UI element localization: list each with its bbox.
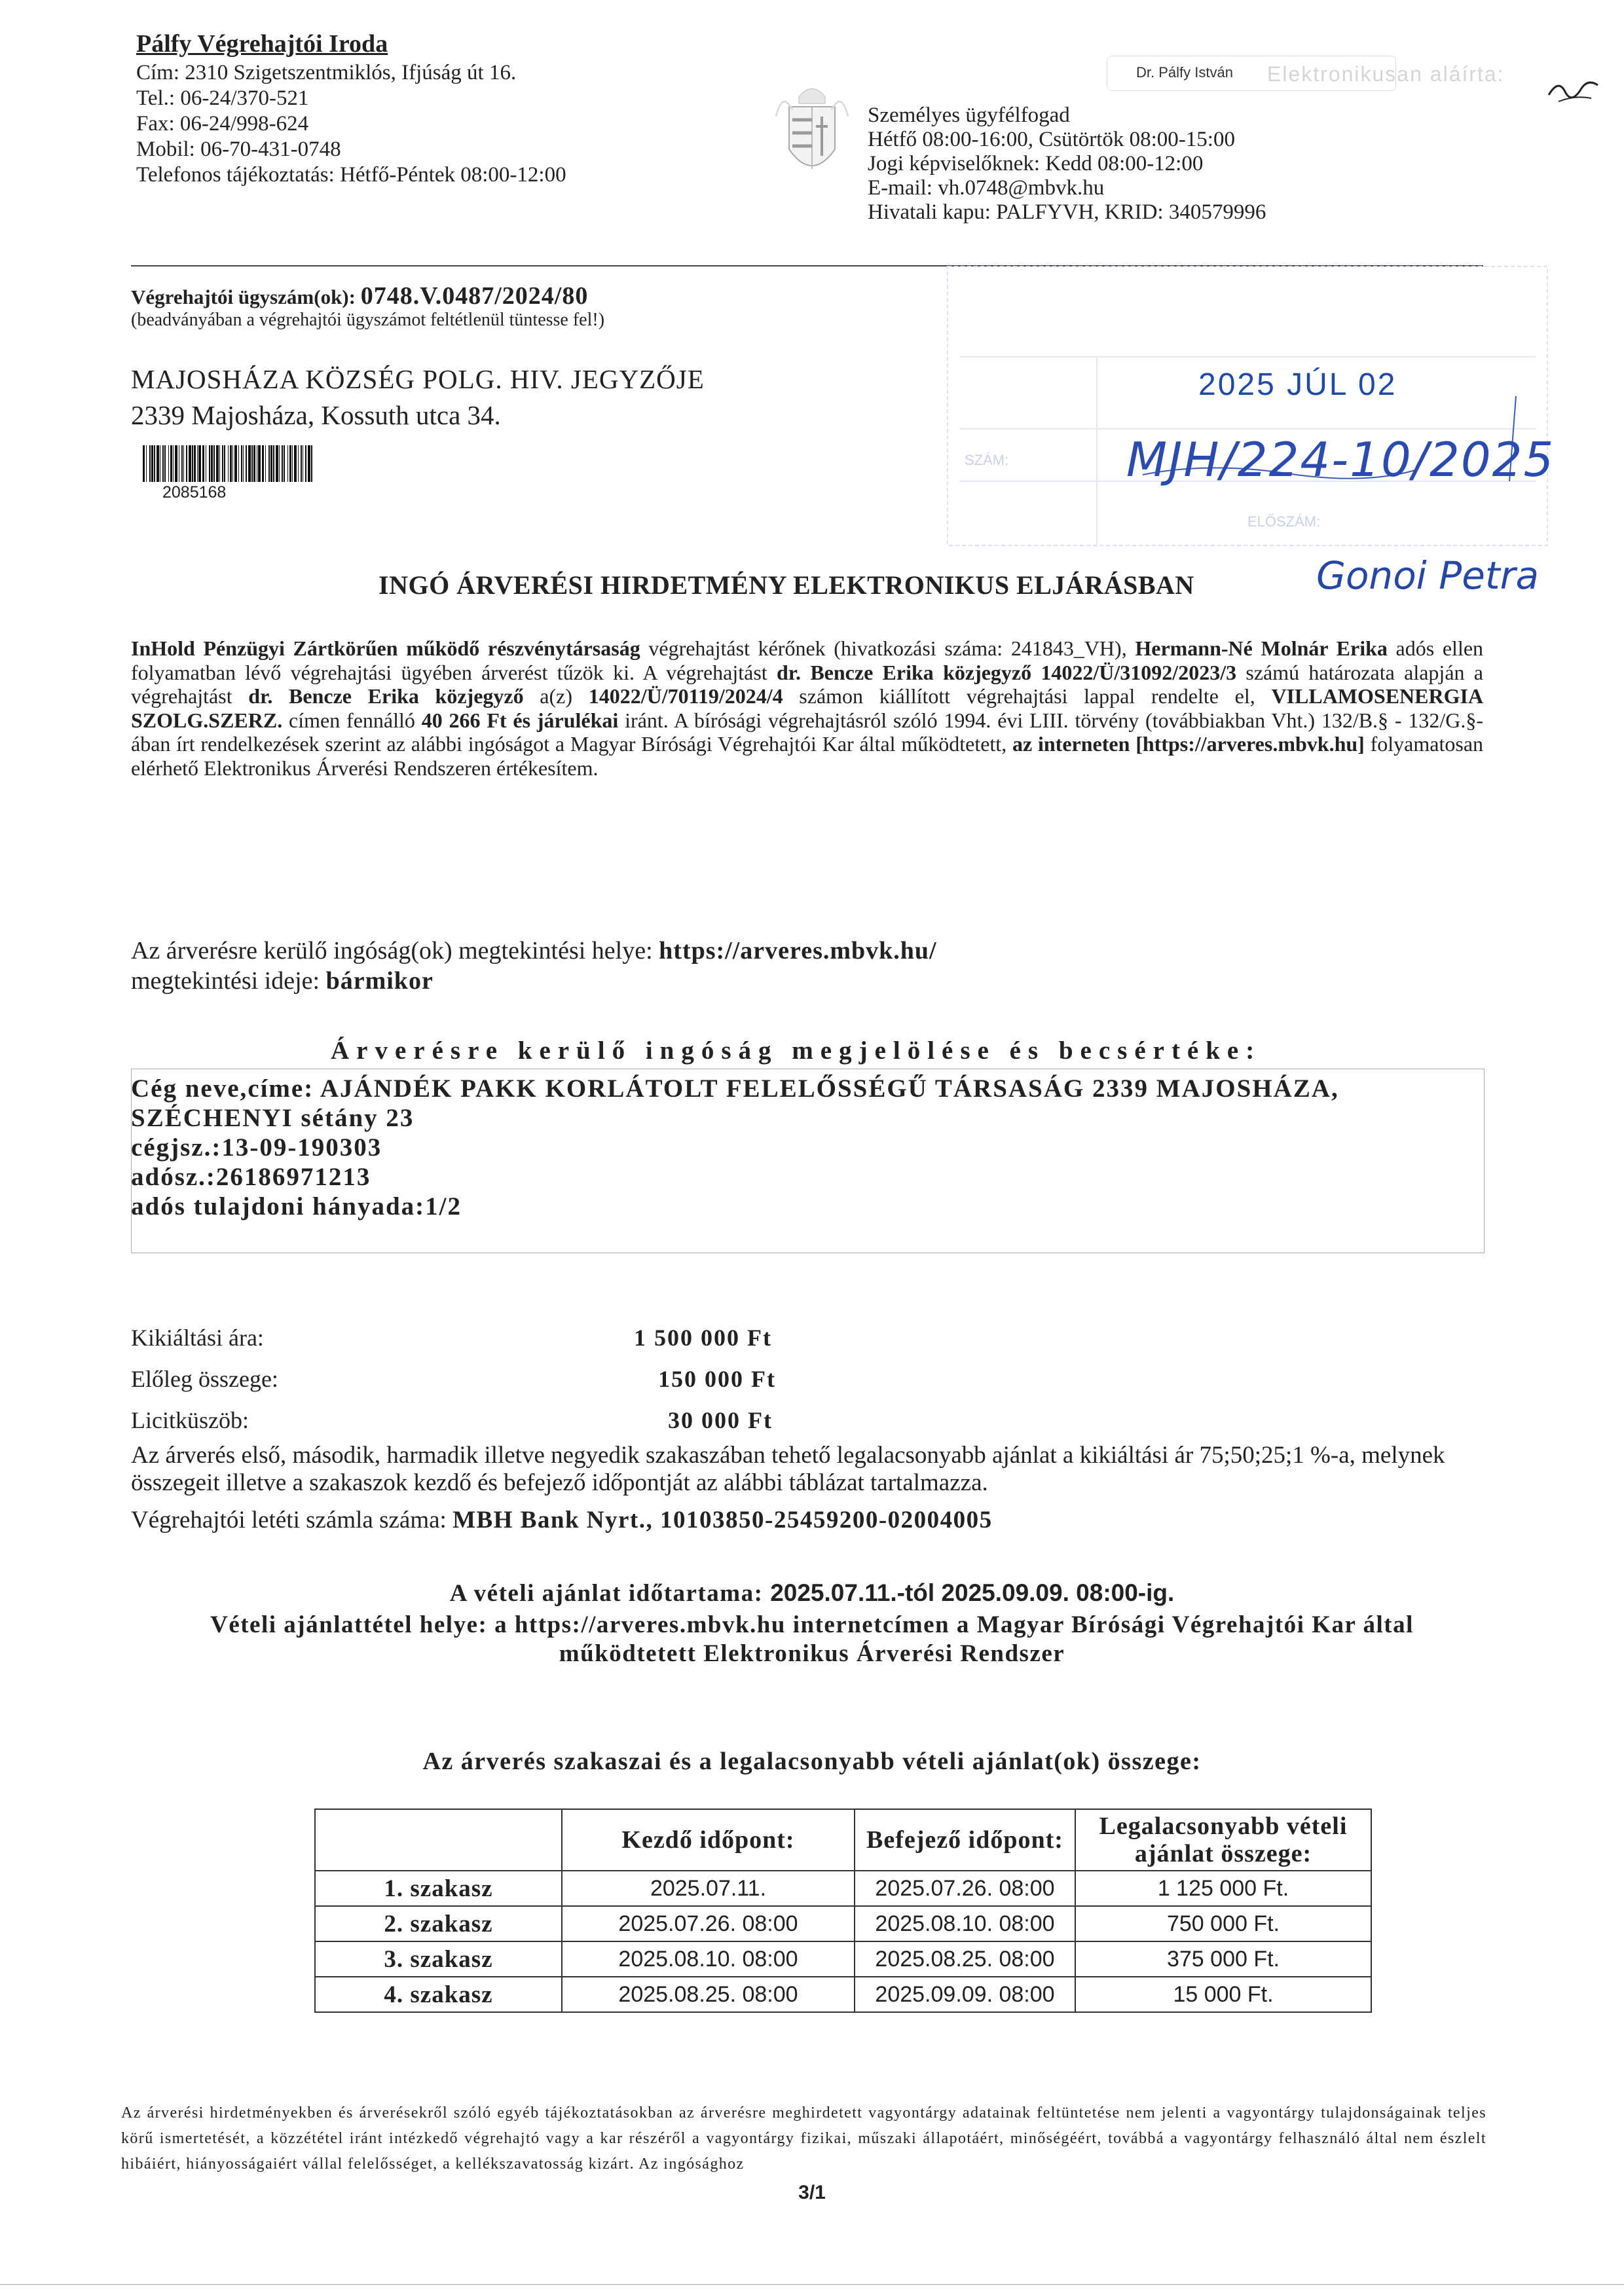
stage-explanation: Az árverés első, második, harmadik illetve negyedik szakaszában tehető legalacsonyabb ajánlat a kikiáltási ár 75;50;25;1 %-a, melynek összegeit illetve a szakaszok kezdő és befejező időpontját az alábbi táblázat tartalmazza. (131, 1442, 1445, 1496)
barcode-bar (189, 445, 191, 482)
barcode-bar (181, 445, 183, 482)
barcode-bar (228, 445, 229, 482)
offer-period (0, 1579, 1624, 1607)
barcode-bar (273, 445, 274, 482)
barcode-bar (305, 445, 306, 482)
barcode-bar (202, 445, 204, 482)
coat-of-arms-icon (773, 77, 851, 189)
barcode-bar (143, 445, 145, 482)
offer-period-label: A vételi ajánlat időtartama: (449, 1580, 771, 1607)
barcode-bar (270, 445, 272, 482)
office-address: Cím: 2310 Szigetszentmiklós, Ifjúság út 16. (136, 61, 517, 84)
start-price-value: 1 500 000 Ft (634, 1325, 772, 1351)
barcode-bar (279, 445, 280, 482)
barcode-icon (143, 445, 313, 482)
barcode-bar (168, 445, 169, 482)
viewing-place-label: Az árverésre kerülő ingóság(ok) megtekintési helye: (131, 937, 659, 964)
barcode-bar (246, 445, 247, 482)
intro-text: a(z) (523, 684, 589, 708)
office-phone-hours: Telefonos tájékoztatás: Hétfő-Péntek 08:00-12:00 (136, 163, 566, 187)
case-number-note: (beadványában a végrehajtói ügyszámot feltétlenül tüntesse fel!) (131, 310, 605, 330)
barcode-bar (248, 445, 251, 482)
case-number: 0748.V.0487/2024/80 (360, 282, 589, 310)
barcode-number: 2085168 (162, 483, 227, 502)
barcode-bar (175, 445, 177, 482)
table-row (315, 1871, 1371, 1906)
barcode-bar (294, 445, 297, 482)
stamp-szam-label: SZÁM: (965, 452, 1009, 468)
offer-place-line: Vételi ajánlattétel helye: a https://arveres.mbvk.hu internetcímen a Magyar Bírósági Végrehajtói Kar által (210, 1611, 1414, 1638)
barcode-bar (238, 445, 239, 482)
barcode-bar (192, 445, 193, 482)
barcode-bar (211, 445, 213, 482)
barcode-bar (289, 445, 291, 482)
document-title: INGÓ ÁRVERÉSI HIRDETMÉNY ELEKTRONIKUS ELJÁRÁSBAN (378, 570, 1194, 600)
account-number: MBH Bank Nyrt., 10103850-25459200-02004005 (452, 1507, 993, 1533)
barcode-bar (197, 445, 198, 482)
barcode-bar (234, 445, 237, 482)
barcode-bar (157, 445, 159, 482)
item-line: SZÉCHENYI sétány 23 (131, 1104, 415, 1132)
office-gateway: Hivatali kapu: PALFYVH, KRID: 340579996 (868, 200, 1266, 224)
barcode-bar (170, 445, 172, 482)
notary-decision: dr. Bencze Erika közjegyző 14022/Ü/31092/2023/3 (776, 660, 1237, 684)
enforcement-case-number: 14022/Ü/70119/2024/4 (588, 684, 783, 708)
table-row (315, 1941, 1371, 1977)
table-header: Befejező időpont: (855, 1809, 1075, 1871)
items-heading: Árverésre kerülő ingóság megjelölése és becsértéke: (331, 1037, 1262, 1065)
stage-min-offer: 15 000 Ft. (1075, 1977, 1371, 2012)
office-phone: Tel.: 06-24/370-521 (136, 86, 309, 110)
legal-disclaimer: Az árverési hirdetményekben és árverésekről szóló egyéb tájékoztatásokban az árverésre meghirdetett vagyontárgy adatainak feltüntetése nem jelenti a vagyontárgy tulajdonságainak teljes körű ismertetését, a közzététel iránt intézkedő végrehajtó vagy a kar részéről a vagyontárgy fizikai, műszaki állapotáért, minőségéért, továbbá a vagyontárgy felhasználó által nem észlelt hibáiért, hiányosságaiért vállal felelősséget, a kellékszavatosság kizárt. Az ingósághoz (121, 2104, 1486, 2173)
notary-name: dr. Bencze Erika közjegyző (248, 684, 524, 708)
barcode-bar (251, 445, 253, 482)
office-fax: Fax: 06-24/998-624 (136, 112, 309, 136)
office-name: Pálfy Végrehajtói Iroda (136, 30, 388, 58)
office-contact-block (136, 60, 566, 188)
office-hours-block (868, 103, 1266, 225)
barcode-bar (186, 445, 187, 482)
intro-text: számú határozata alapján a végrehajtást (131, 660, 1484, 708)
barcode-bar (194, 445, 196, 482)
barcode-bar (276, 445, 278, 482)
intro-text: folyamatosan elérhető Elektronikus Árverési Rendszeren értékesítem. (131, 732, 1484, 780)
stage-table-title: Az árverés szakaszai és a legalacsonyabb vételi ajánlat(ok) összege: (422, 1748, 1202, 1775)
table-header: Kezdő időpont: (562, 1809, 855, 1871)
offer-place-line: működtetett Elektronikus Árverési Rendszer (559, 1640, 1065, 1667)
client-hours: Személyes ügyfélfogad (868, 103, 1070, 127)
barcode-bar (243, 445, 244, 482)
auction-website: az interneten [https://arveres.mbvk.hu] (1012, 732, 1365, 756)
intro-text: címen fennálló (282, 708, 422, 732)
stamp-date: 2025 JÚL 02 (1198, 367, 1397, 402)
barcode-bar (253, 445, 255, 482)
offer-period-value: 2025.07.11.-tól 2025.09.09. 08:00-ig. (770, 1579, 1175, 1606)
intro-text: számon kiállított végrehajtási lappal rendelte el, (783, 684, 1272, 708)
e-signature-label: Elektronikusan aláírta: (1267, 62, 1505, 86)
stamp-registration-number: MJH/224-10/2025 (1126, 432, 1555, 487)
claim-amount: 40 266 Ft és járulékai (421, 708, 619, 732)
stage-name: 1. szakasz (315, 1871, 562, 1906)
stage-start: 2025.07.11. (562, 1871, 855, 1906)
stage-end: 2025.08.10. 08:00 (855, 1906, 1075, 1941)
barcode-bar (164, 445, 166, 482)
registry-stamp (946, 265, 1549, 547)
table-row (315, 1906, 1371, 1941)
creditor-name: InHold Pénzügyi Zártkörűen működő részvénytársaság (131, 636, 640, 660)
stage-name: 2. szakasz (315, 1906, 562, 1941)
barcode-bar (308, 445, 310, 482)
item-description (131, 1074, 1339, 1221)
stage-table (314, 1808, 1372, 2013)
handwritten-signature: Gonoi Petra (1316, 553, 1540, 598)
deposit-account (131, 1506, 993, 1534)
barcode-bar (219, 445, 220, 482)
barcode-bar (213, 445, 215, 482)
intro-text: adós ellen folyamatban lévő végrehajtási ügyében árverést tűzök ki. A végrehajtást (131, 636, 1484, 684)
stage-name: 3. szakasz (315, 1941, 562, 1977)
intro-paragraph (131, 636, 1483, 780)
lawyer-hours: Jogi képviselőknek: Kedd 08:00-12:00 (868, 152, 1204, 175)
barcode-bar (258, 445, 261, 482)
item-line: adósz.:26186971213 (131, 1163, 371, 1191)
viewing-place (131, 936, 937, 965)
barcode-bar (268, 445, 270, 482)
barcode-bar (183, 445, 184, 482)
bottom-divider (0, 2284, 1624, 2285)
page-number: 3/1 (798, 2182, 826, 2203)
item-line: Cég neve,címe: AJÁNDÉK PAKK KORLÁTOLT FELELŐSSÉGŰ TÁRSASÁG 2339 MAJOSHÁZA, (131, 1074, 1339, 1103)
table-header (315, 1809, 562, 1871)
barcode-bar (216, 445, 219, 482)
barcode-bar (241, 445, 242, 482)
barcode-bar (298, 445, 299, 482)
bid-step-label: Licitküszöb: (131, 1407, 249, 1433)
case-number-line (131, 282, 588, 310)
stage-start: 2025.07.26. 08:00 (562, 1906, 855, 1941)
barcode-bar (282, 445, 283, 482)
stage-min-offer: 750 000 Ft. (1075, 1906, 1371, 1941)
stage-min-offer: 375 000 Ft. (1075, 1941, 1371, 1977)
viewing-time-value: bármikor (325, 967, 434, 995)
office-mobile: Mobil: 06-70-431-0748 (136, 138, 341, 161)
barcode-bar (149, 445, 151, 482)
bid-step-value: 30 000 Ft (668, 1407, 773, 1433)
weekday-hours: Hétfő 08:00-16:00, Csütörtök 08:00-15:00 (868, 128, 1235, 151)
office-email: E-mail: vh.0748@mbvk.hu (868, 176, 1105, 200)
table-header-row (315, 1809, 1371, 1871)
barcode-bar (198, 445, 201, 482)
stage-start: 2025.08.25. 08:00 (562, 1977, 855, 2012)
stage-start: 2025.08.10. 08:00 (562, 1941, 855, 1977)
account-label: Végrehajtói letéti számla száma: (131, 1507, 453, 1533)
table-header: Legalacsonyabb vételi ajánlat összege: (1075, 1809, 1371, 1871)
barcode-bar (311, 445, 312, 482)
viewing-time-label: megtekintési ideje: (131, 967, 326, 995)
table-row (315, 1977, 1371, 2012)
stage-name: 4. szakasz (315, 1977, 562, 2012)
barcode-bar (162, 445, 164, 482)
claim-title: VILLAMOSENERGIA SZOLG.SZERZ. (131, 684, 1484, 732)
recipient-name: MAJOSHÁZA KÖZSÉG POLG. HIV. JEGYZŐJE (131, 364, 705, 394)
stage-end: 2025.07.26. 08:00 (855, 1871, 1075, 1906)
barcode-bar (151, 445, 153, 482)
barcode-bar (292, 445, 293, 482)
barcode-bar (222, 445, 223, 482)
barcode-bar (287, 445, 288, 482)
stamp-eloszam-label: ELŐSZÁM: (1247, 513, 1321, 530)
barcode-bar (209, 445, 210, 482)
item-line: adós tulajdoni hányada:1/2 (131, 1192, 462, 1221)
signature-scrawl-icon (1545, 65, 1604, 111)
case-number-label: Végrehajtói ügyszám(ok): (131, 285, 361, 308)
deposit-value: 150 000 Ft (658, 1366, 776, 1392)
barcode-bar (232, 445, 233, 482)
viewing-place-url[interactable]: https://arveres.mbvk.hu/ (659, 937, 937, 964)
barcode-bar (262, 445, 264, 482)
stage-end: 2025.09.09. 08:00 (855, 1977, 1075, 2012)
stage-min-offer: 1 125 000 Ft. (1075, 1871, 1371, 1906)
intro-text: végrehajtást kérőnek (hivatkozási száma: 241843_VH), (640, 636, 1135, 660)
viewing-time (131, 966, 434, 995)
barcode-bar (284, 445, 285, 482)
barcode-bar (146, 445, 147, 482)
barcode-bar (154, 445, 155, 482)
barcode-bar (301, 445, 302, 482)
debtor-name: Hermann-Né Molnár Erika (1135, 636, 1388, 660)
item-line: cégjsz.:13-09-190303 (131, 1133, 382, 1162)
offer-place (0, 1611, 1624, 1668)
barcode-bar (173, 445, 174, 482)
barcode-bar (265, 445, 266, 482)
recipient-address: 2339 Majosháza, Kossuth utca 34. (131, 400, 501, 430)
signer-name: Dr. Pálfy István (1136, 64, 1233, 81)
barcode-bar (230, 445, 232, 482)
barcode-bar (224, 445, 225, 482)
intro-text: iránt. A bírósági végrehajtásról szóló 1994. évi LIII. törvény (továbbiakban Vht.) 132/B.§ - 132/G.§-ában írt rendelkezések szerint az alábbi ingóságot a Magyar Bírósági Végrehajtói Kar által működtetett, (131, 708, 1484, 756)
start-price-label: Kikiáltási ára: (131, 1325, 264, 1351)
stage-end: 2025.08.25. 08:00 (855, 1941, 1075, 1977)
deposit-label: Előleg összege: (131, 1366, 278, 1392)
